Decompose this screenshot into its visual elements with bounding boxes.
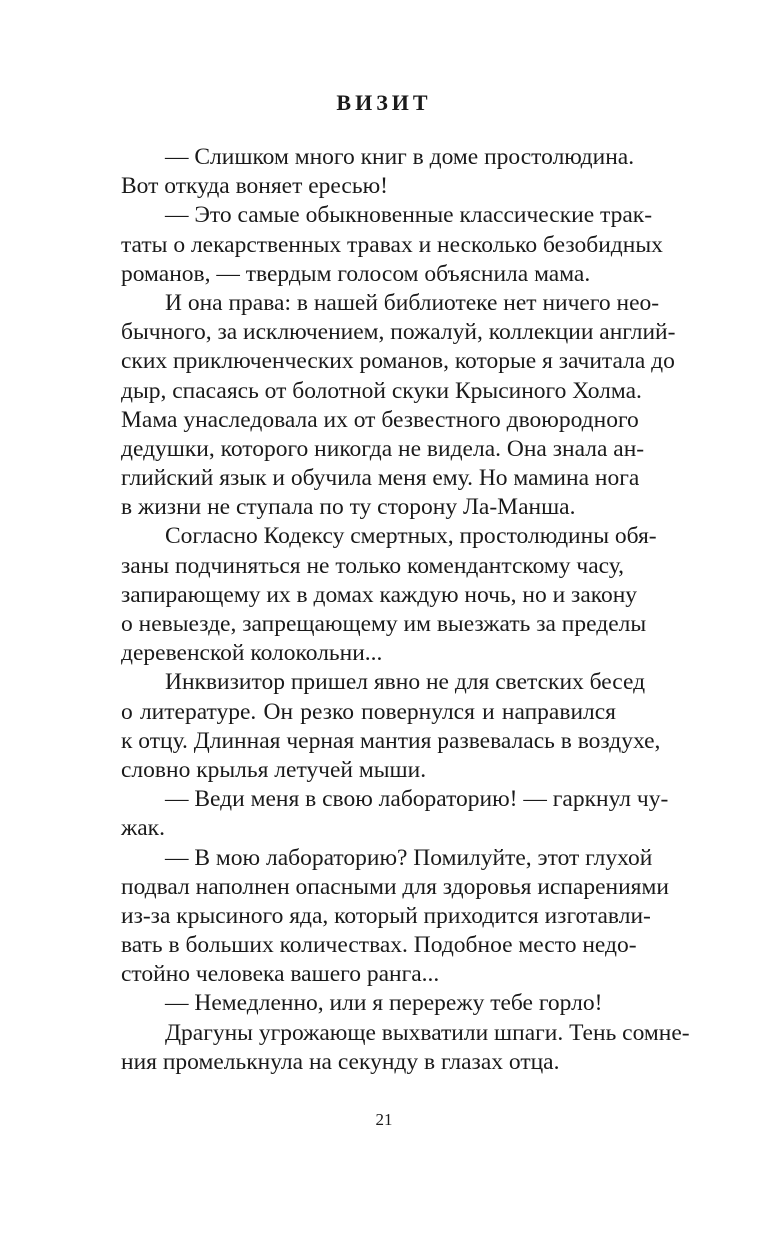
running-header: ВИЗИТ <box>336 90 432 115</box>
text-line: — Веди меня в свою лабораторию! — гаркнул чу- <box>165 786 669 813</box>
text-line: заны подчиняться не только комендантскому часу, <box>121 552 625 579</box>
text-line: в жизни не ступала по ту сторону Ла-Манша. <box>121 494 576 521</box>
text-line: о литературе. Он резко повернулся и направился <box>121 698 616 725</box>
text-line: Мама унаследовала их от безвестного двоюродного <box>121 406 639 433</box>
text-line: Вот откуда воняет ересью! <box>121 173 388 200</box>
text-line: запирающему их в домах каждую ночь, но и закону <box>121 581 638 608</box>
text-line: романов, — твердым голосом объяснила мама. <box>121 260 591 287</box>
text-line: Инквизитор пришел явно не для светских бесед <box>165 669 646 696</box>
text-line: Драгуны угрожающе выхватили шпаги. Тень сомне- <box>165 1019 690 1046</box>
text-line: бычного, за исключением, пожалуй, коллекции англий- <box>121 319 676 346</box>
text-line: к отцу. Длинная черная мантия развевалась в воздухе, <box>121 727 661 754</box>
text-line: — Слишком много книг в доме простолюдина. <box>165 144 635 170</box>
text-line: стойно человека вашего ранга... <box>121 961 440 988</box>
text-line: деревенской колокольни... <box>121 640 383 667</box>
text-line: дедушки, которого никогда не видела. Она знала ан- <box>121 435 645 462</box>
text-line: — Немедленно, или я перережу тебе горло! <box>165 990 603 1017</box>
page-text <box>121 143 690 1077</box>
text-line: подвал наполнен опасными для здоровья испарениями <box>121 873 669 900</box>
text-line: глийский язык и обучила меня ему. Но мамина нога <box>121 465 640 492</box>
text-line: о невыезде, запрещающему им выезжать за пределы <box>121 611 647 637</box>
page-number: 21 <box>375 1110 393 1129</box>
text-line: — В мою лабораторию? Помилуйте, этот глухой <box>165 844 653 871</box>
text-line: ских приключенческих романов, которые я зачитала до <box>121 348 675 375</box>
text-line: ния промелькнула на секунду в глазах отца. <box>121 1048 560 1075</box>
text-line: — Это самые обыкновенные классические трак- <box>165 202 653 229</box>
text-line: жак. <box>121 815 165 842</box>
text-line: И она права: в нашей библиотеке нет ничего нео- <box>165 289 660 316</box>
text-line: дыр, спасаясь от болотной скуки Крысиного Холма. <box>121 377 642 404</box>
text-line: словно крылья летучей мыши. <box>121 756 427 783</box>
text-line: из-за крысиного яда, который приходится изготавли- <box>121 902 651 929</box>
text-line: таты о лекарственных травах и несколько безобидных <box>121 231 663 258</box>
text-line: вать в больших количествах. Подобное место недо- <box>121 932 637 959</box>
text-line: Согласно Кодексу смертных, простолюдины обя- <box>165 523 657 550</box>
